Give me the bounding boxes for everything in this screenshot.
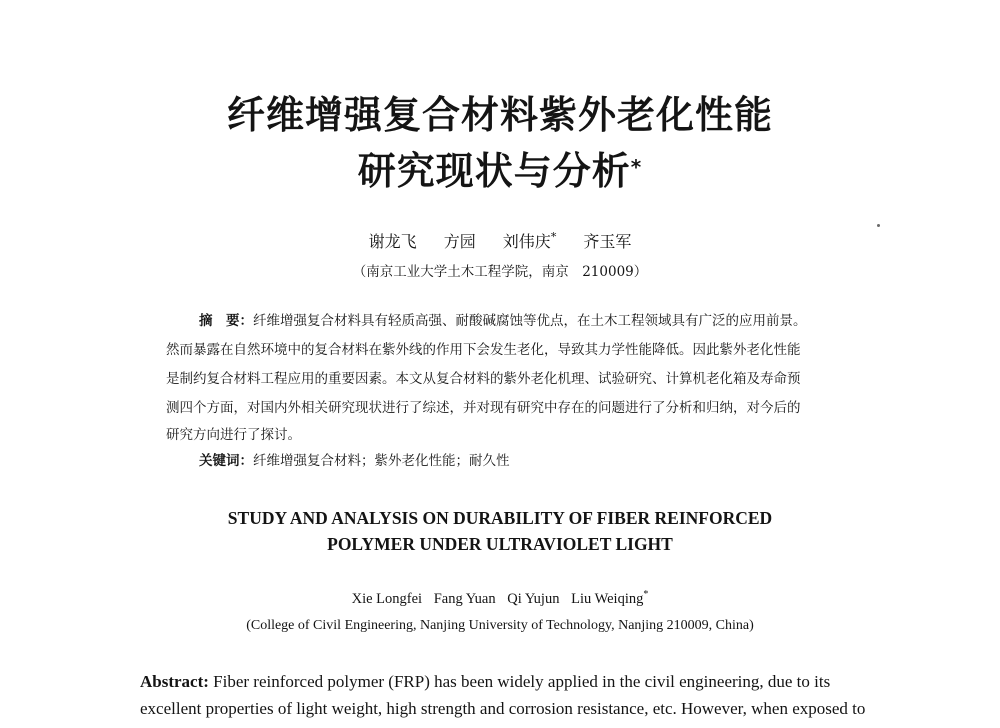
keywords-label-cn: 关键词： <box>199 453 253 469</box>
chinese-abstract-line: 然而暴露在自然环境中的复合材料在紫外线的作用下会发生老化，导致其力学性能降低。因此紫外老化性能 <box>166 342 801 358</box>
english-authors <box>0 589 1000 608</box>
author-en: Fang Yuan <box>433 590 496 607</box>
chinese-title-line1: 纤维增强复合材料紫外老化性能 <box>226 93 773 137</box>
chinese-abstract-line: 测四个方面，对国内外相关研究现状进行了综述，并对现有研究中存在的问题进行了分析和归纳，对今后的 <box>166 400 801 416</box>
chinese-authors <box>0 229 1000 252</box>
abstract-label-en: Abstract: <box>140 672 209 691</box>
english-affiliation: (College of Civil Engineering, Nanjing University of Technology, Nanjing 210009, China) <box>246 618 754 633</box>
chinese-abstract-line: 摘 要：纤维增强复合材料具有轻质高强、耐酸碱腐蚀等优点，在土木工程领域具有广泛的应用前景。 <box>199 313 807 329</box>
scan-artifact <box>877 224 880 227</box>
author-cn: 齐玉军 <box>583 232 632 251</box>
english-abstract-line: Abstract: Fiber reinforced polymer (FRP) has been widely applied in the civil engineering, due to its <box>140 672 831 691</box>
author-cn: 刘伟庆* <box>502 230 557 251</box>
chinese-affiliation: （南京工业大学土木工程学院，南京 210009） <box>352 264 648 280</box>
chinese-keywords: 关键词：纤维增强复合材料；紫外老化性能；耐久性 <box>199 453 510 469</box>
english-title-line2: POLYMER UNDER ULTRAVIOLET LIGHT <box>327 534 673 554</box>
chinese-abstract-line: 研究方向进行了探讨。 <box>166 427 301 443</box>
author-en: Liu Weiqing* <box>571 589 649 607</box>
english-abstract-line: excellent properties of light weight, high strength and corrosion resistance, etc. However, when exposed to <box>140 699 866 718</box>
chinese-abstract-line: 是制约复合材料工程应用的重要因素。本文从复合材料的紫外老化机理、试验研究、计算机老化箱及寿命预 <box>166 371 801 387</box>
author-en: Xie Longfei <box>351 590 423 607</box>
author-cn: 方园 <box>443 232 476 251</box>
author-en: Qi Yujun <box>507 590 560 607</box>
author-cn: 谢龙飞 <box>368 232 417 251</box>
english-title-line1: STUDY AND ANALYSIS ON DURABILITY OF FIBER REINFORCED <box>227 508 773 528</box>
abstract-label-cn: 摘 要： <box>199 313 253 329</box>
title-footnote-mark: * <box>630 155 643 179</box>
chinese-title-line2: 研究现状与分析* <box>357 149 643 193</box>
